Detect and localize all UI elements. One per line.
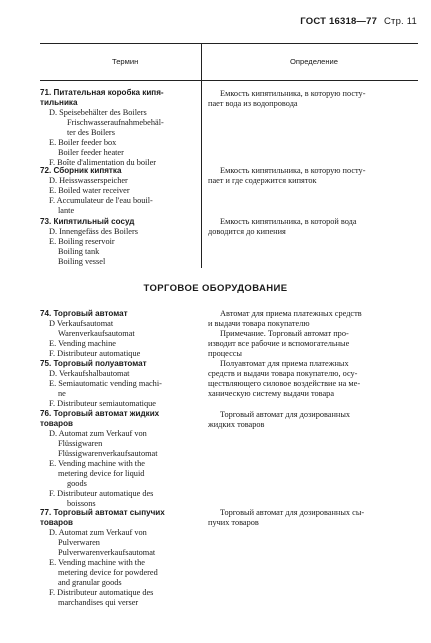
definition-line: жидких товаров	[208, 420, 265, 429]
definition-71	[208, 89, 420, 109]
term-de-alt: Warenverkaufsautomat	[58, 329, 135, 338]
note-line: процессы	[208, 349, 243, 358]
term-de: D. Innengefäss des Boilers	[49, 227, 138, 236]
term-en-alt: Boiling vessel	[58, 257, 106, 266]
term-de: D. Verkaufshalbautomat	[49, 369, 130, 378]
term-de: D. Automat zum Verkauf von	[49, 528, 147, 537]
term-title: 72. Сборник кипятка	[40, 166, 122, 175]
term-77	[40, 508, 198, 608]
term-title-cont: тильника	[40, 98, 78, 107]
term-en: E. Vending machine with the	[49, 459, 145, 468]
definition-line: пучих товаров	[208, 518, 259, 527]
definition-73	[208, 217, 420, 237]
term-73	[40, 217, 198, 267]
term-72	[40, 166, 198, 216]
definition-line: ханическую систему выдачи товара	[208, 389, 335, 398]
term-en-alt: Boiler feeder heater	[58, 148, 124, 157]
term-en: E. Boiler feeder box	[49, 138, 117, 147]
term-fr: F. Distributeur automatique des	[49, 489, 154, 498]
term-de-alt: Flüssigwarenverkaufsautomat	[58, 449, 158, 458]
definition-76	[208, 410, 420, 430]
term-75	[40, 359, 198, 409]
term-fr: F. Accumulateur de l'eau bouil-	[49, 196, 153, 205]
note-line: изводит все рабочие и вспомогательные	[208, 339, 350, 348]
term-title-cont: товаров	[40, 419, 74, 428]
definition-line: Емкость кипятильника, в которую посту-	[220, 166, 366, 175]
definition-line: пает и где содержится кипяток	[208, 176, 317, 185]
header-divider	[201, 44, 202, 80]
column-divider	[201, 79, 202, 268]
definition-line: Автомат для приема платежных средств	[220, 309, 362, 318]
term-fr: F. Distributeur automatique	[49, 349, 141, 358]
term-de-cont: Flüssigwaren	[58, 439, 103, 448]
term-en-cont: metering device for powdered	[58, 568, 158, 577]
term-fr-cont: boissons	[67, 499, 96, 508]
term-76	[40, 409, 198, 509]
definition-77	[208, 508, 420, 528]
term-en-cont: and granular goods	[58, 578, 122, 587]
note-line: Примечание. Торговый автомат про-	[220, 329, 349, 338]
term-de-alt-cont: ter des Boilers	[67, 128, 115, 137]
term-fr-cont: lante	[58, 206, 75, 215]
term-title-cont: товаров	[40, 518, 74, 527]
definition-line: пает вода из водопровода	[208, 99, 298, 108]
term-de-cont: Pulverwaren	[58, 538, 100, 547]
definition-line: Торговый автомат для дозированных сы-	[220, 508, 365, 517]
definition-line: доводится до кипения	[208, 227, 286, 236]
term-fr: F. Distributeur semiautomatique	[49, 399, 156, 408]
term-en: E. Semiautomatic vending machi-	[49, 379, 162, 388]
page-number: Стр. 11	[383, 16, 417, 27]
definition-line: и выдачи товара покупателю	[208, 319, 310, 328]
term-en-alt: Boiling tank	[58, 247, 100, 256]
term-74	[40, 309, 198, 359]
term-title: 73. Кипятильный сосуд	[40, 217, 135, 226]
definition-line: средств и выдачи товара покупателю, осу-	[208, 369, 358, 378]
definition-75	[208, 359, 420, 399]
definition-line: ществляющего силовое воздействие на ме-	[208, 379, 361, 388]
term-title: 76. Торговый автомат жидких	[40, 409, 160, 418]
definition-line: Торговый автомат для дозированных	[220, 410, 351, 419]
term-fr-cont: marchandises qui verser	[58, 598, 139, 607]
term-de: D Verkaufsautomat	[49, 319, 114, 328]
section-title: ТОРГОВОЕ ОБОРУДОВАНИЕ	[143, 283, 288, 294]
term-de: D. Speisebehälter des Boilers	[49, 108, 147, 117]
term-title: 71. Питательная коробка кипя-	[40, 88, 164, 97]
term-71	[40, 88, 198, 168]
terms-column-heading: Термин	[112, 57, 139, 66]
page-header	[300, 16, 417, 27]
term-de-alt: Pulverwarenverkaufsautomat	[58, 548, 156, 557]
term-en: E. Boiling reservoir	[49, 237, 115, 246]
term-de: D. Automat zum Verkauf von	[49, 429, 147, 438]
term-en: E. Vending machine with the	[49, 558, 145, 567]
definition-line: Емкость кипятильника, в которой вода	[220, 217, 357, 226]
definition-line: Емкость кипятильника, в которую посту-	[220, 89, 366, 98]
term-de-alt: Frischwasseraufnahmebehäl-	[67, 118, 164, 127]
definition-72	[208, 166, 420, 186]
term-en: E. Vending machine	[49, 339, 116, 348]
definition-column-heading: Определение	[290, 57, 339, 66]
term-fr: F. Distributeur automatique des	[49, 588, 154, 597]
term-title: 75. Торговый полуавтомат	[40, 359, 147, 368]
definition-line: Полуавтомат для приема платежных	[220, 359, 349, 368]
term-fr: F. Boîte d'alimentation du boiler	[49, 158, 157, 167]
table-header	[40, 43, 418, 81]
definition-74	[208, 309, 420, 359]
term-en-cont: goods	[67, 479, 87, 488]
term-en: E. Boiled water receiver	[49, 186, 130, 195]
term-en-cont: ne	[58, 389, 66, 398]
term-title: 77. Торговый автомат сыпучих	[40, 508, 165, 517]
standard-number: ГОСТ 16318—77	[300, 16, 378, 27]
term-title: 74. Торговый автомат	[40, 309, 128, 318]
term-en-cont: metering device for liquid	[58, 469, 145, 478]
term-de: D. Heisswasserspeicher	[49, 176, 128, 185]
